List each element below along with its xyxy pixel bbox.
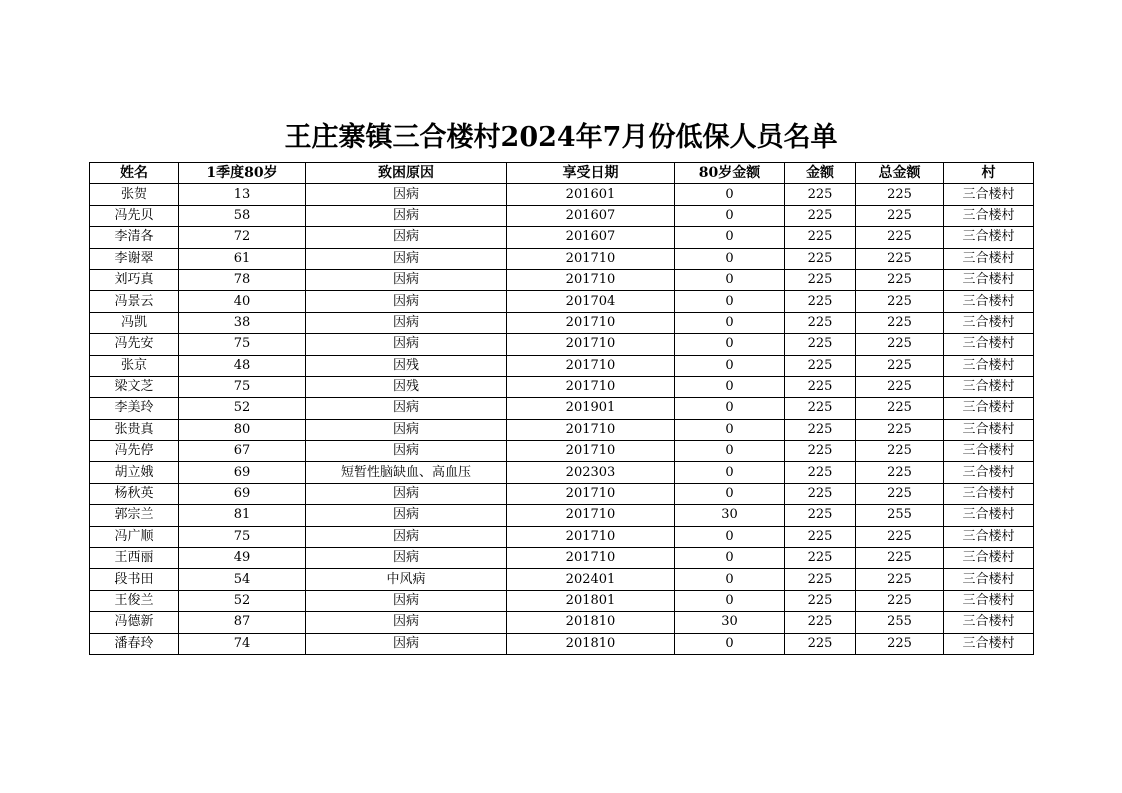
cell-reason: 因病 <box>306 548 507 569</box>
cell-village: 三合楼村 <box>944 548 1034 569</box>
cell-age: 81 <box>179 505 306 526</box>
cell-amt80: 0 <box>675 483 785 504</box>
cell-village: 三合楼村 <box>944 526 1034 547</box>
cell-total: 225 <box>856 441 944 462</box>
cell-amt80: 0 <box>675 248 785 269</box>
cell-name: 王俊兰 <box>90 590 179 611</box>
cell-amt80: 0 <box>675 291 785 312</box>
cell-date: 201710 <box>507 441 675 462</box>
table-row <box>90 291 1034 312</box>
cell-age: 52 <box>179 398 306 419</box>
cell-age: 75 <box>179 334 306 355</box>
table-row <box>90 398 1034 419</box>
cell-amt80: 0 <box>675 227 785 248</box>
cell-amt80: 0 <box>675 205 785 226</box>
cell-date: 201810 <box>507 612 675 633</box>
cell-name: 段书田 <box>90 569 179 590</box>
cell-amt: 225 <box>785 376 856 397</box>
cell-age: 80 <box>179 419 306 440</box>
cell-amt: 225 <box>785 312 856 333</box>
cell-amt80: 30 <box>675 612 785 633</box>
cell-village: 三合楼村 <box>944 334 1034 355</box>
cell-village: 三合楼村 <box>944 483 1034 504</box>
cell-total: 225 <box>856 291 944 312</box>
cell-date: 201704 <box>507 291 675 312</box>
cell-age: 87 <box>179 612 306 633</box>
cell-reason: 因病 <box>306 590 507 611</box>
cell-age: 52 <box>179 590 306 611</box>
table-row <box>90 483 1034 504</box>
cell-date: 201810 <box>507 633 675 654</box>
cell-village: 三合楼村 <box>944 398 1034 419</box>
cell-village: 三合楼村 <box>944 291 1034 312</box>
cell-village: 三合楼村 <box>944 355 1034 376</box>
table-row <box>90 312 1034 333</box>
cell-date: 201901 <box>507 398 675 419</box>
cell-amt: 225 <box>785 291 856 312</box>
cell-village: 三合楼村 <box>944 248 1034 269</box>
cell-name: 郭宗兰 <box>90 505 179 526</box>
table-row <box>90 184 1034 205</box>
cell-total: 225 <box>856 269 944 290</box>
cell-name: 冯先贝 <box>90 205 179 226</box>
header-village: 村 <box>944 163 1034 184</box>
cell-amt80: 0 <box>675 376 785 397</box>
cell-reason: 因病 <box>306 227 507 248</box>
cell-total: 225 <box>856 334 944 355</box>
cell-amt: 225 <box>785 590 856 611</box>
header-amount-80: 80岁金额 <box>675 163 785 184</box>
cell-age: 58 <box>179 205 306 226</box>
cell-total: 225 <box>856 205 944 226</box>
cell-age: 48 <box>179 355 306 376</box>
cell-total: 225 <box>856 633 944 654</box>
cell-age: 74 <box>179 633 306 654</box>
cell-total: 225 <box>856 462 944 483</box>
cell-reason: 因病 <box>306 441 507 462</box>
table-row <box>90 590 1034 611</box>
header-reason: 致困原因 <box>306 163 507 184</box>
cell-name: 王西丽 <box>90 548 179 569</box>
cell-date: 201710 <box>507 419 675 440</box>
cell-name: 张贺 <box>90 184 179 205</box>
cell-total: 225 <box>856 312 944 333</box>
cell-amt80: 0 <box>675 355 785 376</box>
cell-village: 三合楼村 <box>944 569 1034 590</box>
cell-amt80: 0 <box>675 419 785 440</box>
cell-total: 225 <box>856 569 944 590</box>
table-body <box>90 184 1034 655</box>
cell-name: 潘春玲 <box>90 633 179 654</box>
table-row <box>90 505 1034 526</box>
cell-reason: 因病 <box>306 312 507 333</box>
cell-reason: 因病 <box>306 633 507 654</box>
cell-name: 冯景云 <box>90 291 179 312</box>
table-row <box>90 419 1034 440</box>
cell-date: 201710 <box>507 248 675 269</box>
cell-date: 201710 <box>507 505 675 526</box>
table-row <box>90 269 1034 290</box>
table-row <box>90 633 1034 654</box>
table-row <box>90 355 1034 376</box>
cell-village: 三合楼村 <box>944 227 1034 248</box>
cell-amt80: 0 <box>675 569 785 590</box>
cell-reason: 因病 <box>306 419 507 440</box>
header-amount: 金额 <box>785 163 856 184</box>
cell-amt80: 0 <box>675 312 785 333</box>
cell-reason: 因病 <box>306 334 507 355</box>
cell-total: 225 <box>856 248 944 269</box>
cell-reason: 因病 <box>306 269 507 290</box>
cell-village: 三合楼村 <box>944 590 1034 611</box>
header-row <box>90 163 1034 184</box>
cell-amt: 225 <box>785 334 856 355</box>
cell-amt80: 0 <box>675 398 785 419</box>
cell-total: 225 <box>856 419 944 440</box>
table-row <box>90 526 1034 547</box>
cell-amt: 225 <box>785 526 856 547</box>
cell-village: 三合楼村 <box>944 612 1034 633</box>
cell-amt: 225 <box>785 569 856 590</box>
cell-reason: 中风病 <box>306 569 507 590</box>
cell-amt: 225 <box>785 462 856 483</box>
cell-age: 61 <box>179 248 306 269</box>
cell-total: 225 <box>856 590 944 611</box>
cell-reason: 因病 <box>306 184 507 205</box>
cell-name: 刘巧真 <box>90 269 179 290</box>
cell-amt: 225 <box>785 355 856 376</box>
cell-amt: 225 <box>785 505 856 526</box>
cell-amt80: 0 <box>675 526 785 547</box>
cell-date: 201710 <box>507 269 675 290</box>
cell-age: 49 <box>179 548 306 569</box>
cell-amt: 225 <box>785 612 856 633</box>
cell-amt: 225 <box>785 483 856 504</box>
cell-village: 三合楼村 <box>944 462 1034 483</box>
cell-reason: 因病 <box>306 205 507 226</box>
cell-name: 梁文芝 <box>90 376 179 397</box>
cell-village: 三合楼村 <box>944 269 1034 290</box>
table-row <box>90 334 1034 355</box>
page-title: 王庄寨镇三合楼村2024年7月份低保人员名单 <box>284 122 838 153</box>
cell-date: 201601 <box>507 184 675 205</box>
cell-village: 三合楼村 <box>944 633 1034 654</box>
table-row <box>90 548 1034 569</box>
cell-age: 78 <box>179 269 306 290</box>
cell-age: 75 <box>179 376 306 397</box>
cell-amt: 225 <box>785 248 856 269</box>
cell-reason: 因病 <box>306 612 507 633</box>
cell-date: 202303 <box>507 462 675 483</box>
cell-date: 201710 <box>507 483 675 504</box>
table-row <box>90 462 1034 483</box>
cell-date: 201710 <box>507 312 675 333</box>
cell-amt80: 0 <box>675 441 785 462</box>
cell-village: 三合楼村 <box>944 376 1034 397</box>
cell-amt80: 0 <box>675 548 785 569</box>
cell-name: 冯先安 <box>90 334 179 355</box>
cell-age: 72 <box>179 227 306 248</box>
cell-age: 69 <box>179 462 306 483</box>
table-row <box>90 227 1034 248</box>
cell-total: 225 <box>856 376 944 397</box>
cell-amt80: 0 <box>675 269 785 290</box>
table-row <box>90 205 1034 226</box>
table-row <box>90 441 1034 462</box>
cell-amt: 225 <box>785 441 856 462</box>
recipient-table <box>89 162 1034 655</box>
cell-date: 201607 <box>507 227 675 248</box>
cell-name: 胡立娥 <box>90 462 179 483</box>
cell-amt: 225 <box>785 633 856 654</box>
table-row <box>90 248 1034 269</box>
cell-reason: 因病 <box>306 505 507 526</box>
header-age: 1季度80岁 <box>179 163 306 184</box>
header-total: 总金额 <box>856 163 944 184</box>
cell-total: 225 <box>856 184 944 205</box>
cell-name: 杨秋英 <box>90 483 179 504</box>
cell-amt80: 0 <box>675 184 785 205</box>
cell-reason: 因残 <box>306 355 507 376</box>
cell-total: 225 <box>856 548 944 569</box>
cell-amt80: 0 <box>675 334 785 355</box>
cell-reason: 因病 <box>306 483 507 504</box>
cell-date: 201607 <box>507 205 675 226</box>
cell-age: 13 <box>179 184 306 205</box>
cell-amt: 225 <box>785 205 856 226</box>
cell-age: 38 <box>179 312 306 333</box>
cell-age: 67 <box>179 441 306 462</box>
cell-amt: 225 <box>785 548 856 569</box>
cell-amt80: 0 <box>675 590 785 611</box>
cell-name: 张贵真 <box>90 419 179 440</box>
cell-total: 225 <box>856 227 944 248</box>
cell-date: 201710 <box>507 526 675 547</box>
cell-village: 三合楼村 <box>944 441 1034 462</box>
cell-total: 225 <box>856 355 944 376</box>
cell-age: 75 <box>179 526 306 547</box>
cell-age: 69 <box>179 483 306 504</box>
cell-age: 40 <box>179 291 306 312</box>
cell-village: 三合楼村 <box>944 184 1034 205</box>
cell-reason: 因病 <box>306 248 507 269</box>
cell-name: 冯德新 <box>90 612 179 633</box>
cell-date: 201710 <box>507 376 675 397</box>
cell-date: 202401 <box>507 569 675 590</box>
header-name: 姓名 <box>90 163 179 184</box>
cell-date: 201710 <box>507 548 675 569</box>
cell-total: 225 <box>856 398 944 419</box>
cell-total: 255 <box>856 505 944 526</box>
cell-name: 冯广顺 <box>90 526 179 547</box>
table-row <box>90 376 1034 397</box>
cell-name: 冯凯 <box>90 312 179 333</box>
cell-name: 李谢翠 <box>90 248 179 269</box>
cell-amt80: 0 <box>675 462 785 483</box>
cell-reason: 因病 <box>306 398 507 419</box>
cell-total: 225 <box>856 483 944 504</box>
header-date: 享受日期 <box>507 163 675 184</box>
cell-date: 201710 <box>507 334 675 355</box>
cell-reason: 因残 <box>306 376 507 397</box>
cell-name: 冯先停 <box>90 441 179 462</box>
cell-village: 三合楼村 <box>944 505 1034 526</box>
cell-amt: 225 <box>785 419 856 440</box>
cell-amt: 225 <box>785 269 856 290</box>
table-row <box>90 569 1034 590</box>
cell-amt: 225 <box>785 398 856 419</box>
cell-age: 54 <box>179 569 306 590</box>
cell-amt: 225 <box>785 227 856 248</box>
cell-total: 255 <box>856 612 944 633</box>
cell-reason: 因病 <box>306 291 507 312</box>
cell-amt: 225 <box>785 184 856 205</box>
cell-reason: 因病 <box>306 526 507 547</box>
cell-reason: 短暂性脑缺血、高血压 <box>306 462 507 483</box>
table-row <box>90 612 1034 633</box>
cell-village: 三合楼村 <box>944 205 1034 226</box>
cell-name: 李美玲 <box>90 398 179 419</box>
cell-name: 张京 <box>90 355 179 376</box>
cell-village: 三合楼村 <box>944 419 1034 440</box>
cell-name: 李清各 <box>90 227 179 248</box>
cell-amt80: 30 <box>675 505 785 526</box>
cell-total: 225 <box>856 526 944 547</box>
cell-date: 201801 <box>507 590 675 611</box>
cell-date: 201710 <box>507 355 675 376</box>
cell-village: 三合楼村 <box>944 312 1034 333</box>
cell-amt80: 0 <box>675 633 785 654</box>
